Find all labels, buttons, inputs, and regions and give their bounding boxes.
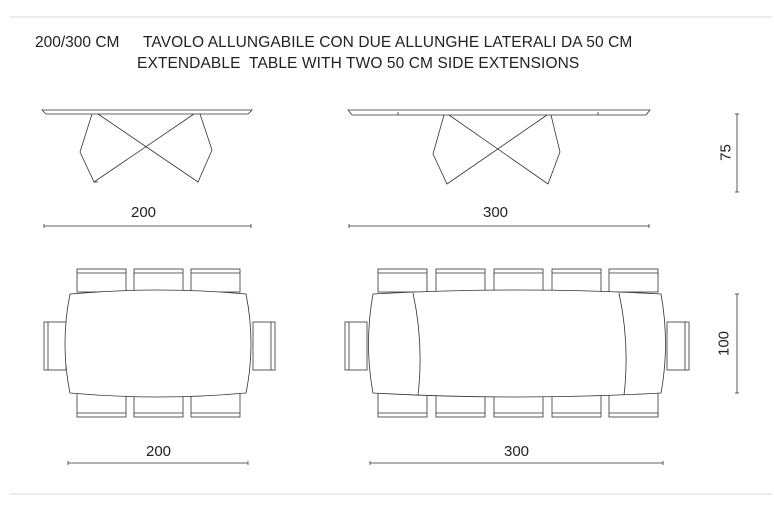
elevation-table-200	[42, 110, 252, 182]
size-code: 200/300 CM	[35, 34, 120, 51]
label-elev-300: 300	[483, 204, 509, 221]
title-italian: TAVOLO ALLUNGABILE CON DUE ALLUNGHE LATERALI DA 50 CM	[143, 34, 633, 51]
label-height-75: 75	[717, 144, 735, 161]
label-depth-100: 100	[715, 330, 733, 357]
plan-table-300	[345, 269, 689, 417]
title-english: EXTENDABLE TABLE WITH TWO 50 CM SIDE EXTENSIONS	[137, 55, 580, 72]
dim-line-elev-200	[44, 224, 251, 228]
label-plan-300: 300	[504, 443, 530, 460]
dim-line-plan-300	[370, 461, 663, 465]
dim-line-plan-200	[68, 461, 248, 465]
elevation-table-300	[348, 110, 650, 184]
dim-line-elev-300	[349, 224, 649, 228]
dim-line-depth-100	[735, 294, 739, 393]
dim-line-height-75	[735, 114, 739, 192]
label-elev-200: 200	[131, 204, 157, 221]
label-plan-200: 200	[146, 443, 172, 460]
plan-table-200	[44, 269, 275, 417]
